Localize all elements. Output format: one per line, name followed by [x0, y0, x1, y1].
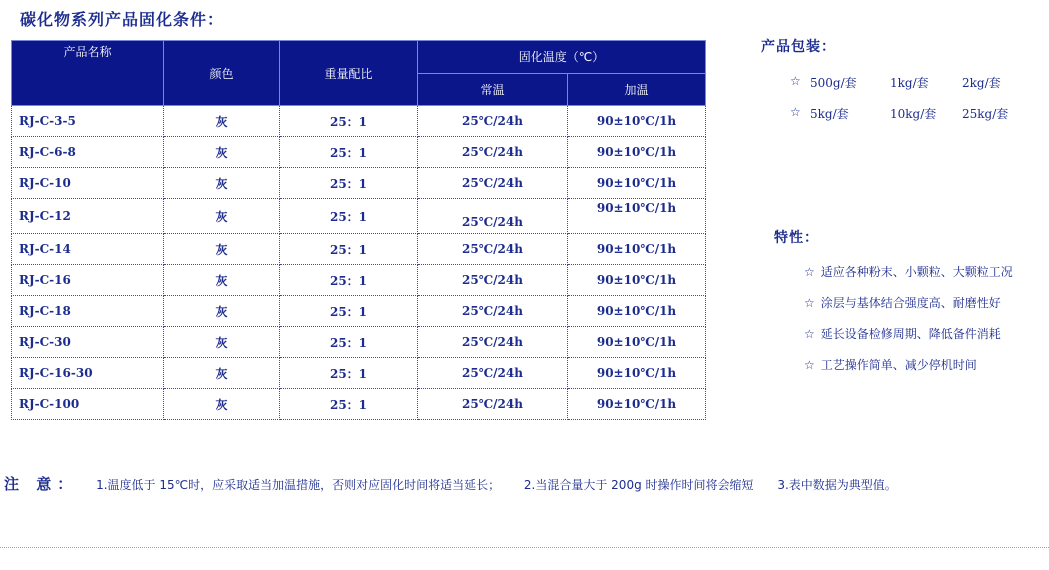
cell-heated: 90±10℃/1h	[568, 137, 706, 168]
cell-product-name: RJ-C-12	[12, 199, 164, 234]
note-block	[4, 473, 917, 494]
cell-color: 灰	[164, 327, 280, 358]
table-row	[12, 296, 706, 327]
cell-room-temperature: 25℃/24h	[418, 168, 568, 199]
header-heated: 加温	[568, 73, 706, 106]
star-icon: ☆	[790, 74, 801, 88]
table-row	[12, 199, 706, 234]
cell-product-name: RJ-C-10	[12, 168, 164, 199]
cell-product-name: RJ-C-100	[12, 389, 164, 420]
page-title: 碳化物系列产品固化条件：	[20, 10, 225, 29]
cell-room-temperature: 25℃/24h	[418, 137, 568, 168]
cell-color: 灰	[164, 199, 280, 234]
cell-heated: 90±10℃/1h	[568, 296, 706, 327]
note-item-2: 2.当混合量大于 200g 时操作时间将会缩短	[523, 478, 754, 492]
cell-color: 灰	[164, 234, 280, 265]
table-row	[12, 106, 706, 137]
cell-product-name: RJ-C-16	[12, 265, 164, 296]
cell-heated: 90±10℃/1h	[568, 168, 706, 199]
cell-color: 灰	[164, 265, 280, 296]
packaging-option: 5kg/套	[810, 107, 849, 121]
cell-weight-ratio: 25：1	[280, 296, 418, 327]
header-color: 颜色	[164, 41, 280, 106]
table-body	[12, 106, 706, 420]
packaging-option: 500g/套	[810, 76, 857, 90]
table-row	[12, 358, 706, 389]
cell-heated: 90±10℃/1h	[568, 265, 706, 296]
cell-room-temperature: 25℃/24h	[418, 106, 568, 137]
feature-item	[804, 294, 1001, 311]
feature-item	[804, 325, 1001, 342]
table-row	[12, 137, 706, 168]
cell-weight-ratio: 25：1	[280, 137, 418, 168]
cell-weight-ratio: 25：1	[280, 389, 418, 420]
star-icon: ☆	[804, 358, 815, 372]
cell-weight-ratio: 25：1	[280, 106, 418, 137]
cell-weight-ratio: 25：1	[280, 327, 418, 358]
note-item-1: 1.温度低于 15℃时，应采取适当加温措施，否则对应固化时间将适当延长；	[96, 478, 501, 492]
cell-product-name: RJ-C-30	[12, 327, 164, 358]
packaging-option: 25kg/套	[962, 107, 1009, 121]
curing-conditions-table	[11, 40, 706, 420]
header-product-name: 产品名称	[12, 41, 164, 106]
cell-heated: 90±10℃/1h	[568, 358, 706, 389]
cell-room-temperature: 25℃/24h	[418, 358, 568, 389]
cell-weight-ratio: 25：1	[280, 199, 418, 234]
table-row	[12, 234, 706, 265]
cell-color: 灰	[164, 106, 280, 137]
cell-room-temperature: 25℃/24h	[418, 296, 568, 327]
cell-heated: 90±10℃/1h	[568, 199, 706, 234]
cell-color: 灰	[164, 389, 280, 420]
table-row	[12, 389, 706, 420]
cell-color: 灰	[164, 358, 280, 389]
cell-heated: 90±10℃/1h	[568, 389, 706, 420]
cell-weight-ratio: 25：1	[280, 168, 418, 199]
cell-product-name: RJ-C-18	[12, 296, 164, 327]
feature-text: 涂层与基体结合强度高、耐磨性好	[820, 296, 1001, 310]
packaging-title: 产品包装：	[761, 39, 836, 55]
bottom-divider	[0, 547, 1049, 548]
table-row	[12, 168, 706, 199]
cell-color: 灰	[164, 168, 280, 199]
cell-room-temperature: 25℃/24h	[418, 389, 568, 420]
cell-heated: 90±10℃/1h	[568, 106, 706, 137]
note-label: 注 意：	[4, 475, 79, 493]
cell-product-name: RJ-C-6-8	[12, 137, 164, 168]
cell-room-temperature: 25℃/24h	[418, 265, 568, 296]
header-room-temperature: 常温	[418, 73, 568, 106]
feature-text: 适应各种粉末、小颗粒、大颗粒工况	[820, 265, 1013, 279]
feature-text: 工艺操作简单、减少停机时间	[820, 358, 977, 372]
cell-heated: 90±10℃/1h	[568, 327, 706, 358]
table-row	[12, 265, 706, 296]
feature-item	[804, 263, 1013, 280]
star-icon: ☆	[804, 296, 815, 310]
cell-room-temperature: 25℃/24h	[418, 234, 568, 265]
star-icon: ☆	[804, 327, 815, 341]
star-icon: ☆	[790, 105, 801, 119]
header-curing-temperature: 固化温度（℃）	[418, 41, 706, 74]
cell-room-temperature: 25℃/24h	[418, 199, 568, 234]
feature-text: 延长设备检修周期、降低备件消耗	[820, 327, 1001, 341]
packaging-option: 1kg/套	[890, 76, 929, 90]
cell-color: 灰	[164, 137, 280, 168]
features-title: 特性：	[774, 230, 819, 246]
header-weight-ratio: 重量配比	[280, 41, 418, 106]
packaging-option: 2kg/套	[962, 76, 1001, 90]
cell-product-name: RJ-C-14	[12, 234, 164, 265]
table-row	[12, 327, 706, 358]
packaging-option: 10kg/套	[890, 107, 937, 121]
note-item-3: 3.表中数据为典型值。	[777, 478, 897, 492]
cell-weight-ratio: 25：1	[280, 234, 418, 265]
cell-weight-ratio: 25：1	[280, 265, 418, 296]
cell-weight-ratio: 25：1	[280, 358, 418, 389]
feature-item	[804, 356, 977, 373]
cell-heated: 90±10℃/1h	[568, 234, 706, 265]
star-icon: ☆	[804, 265, 815, 279]
cell-product-name: RJ-C-16-30	[12, 358, 164, 389]
cell-room-temperature: 25℃/24h	[418, 327, 568, 358]
cell-color: 灰	[164, 296, 280, 327]
cell-product-name: RJ-C-3-5	[12, 106, 164, 137]
